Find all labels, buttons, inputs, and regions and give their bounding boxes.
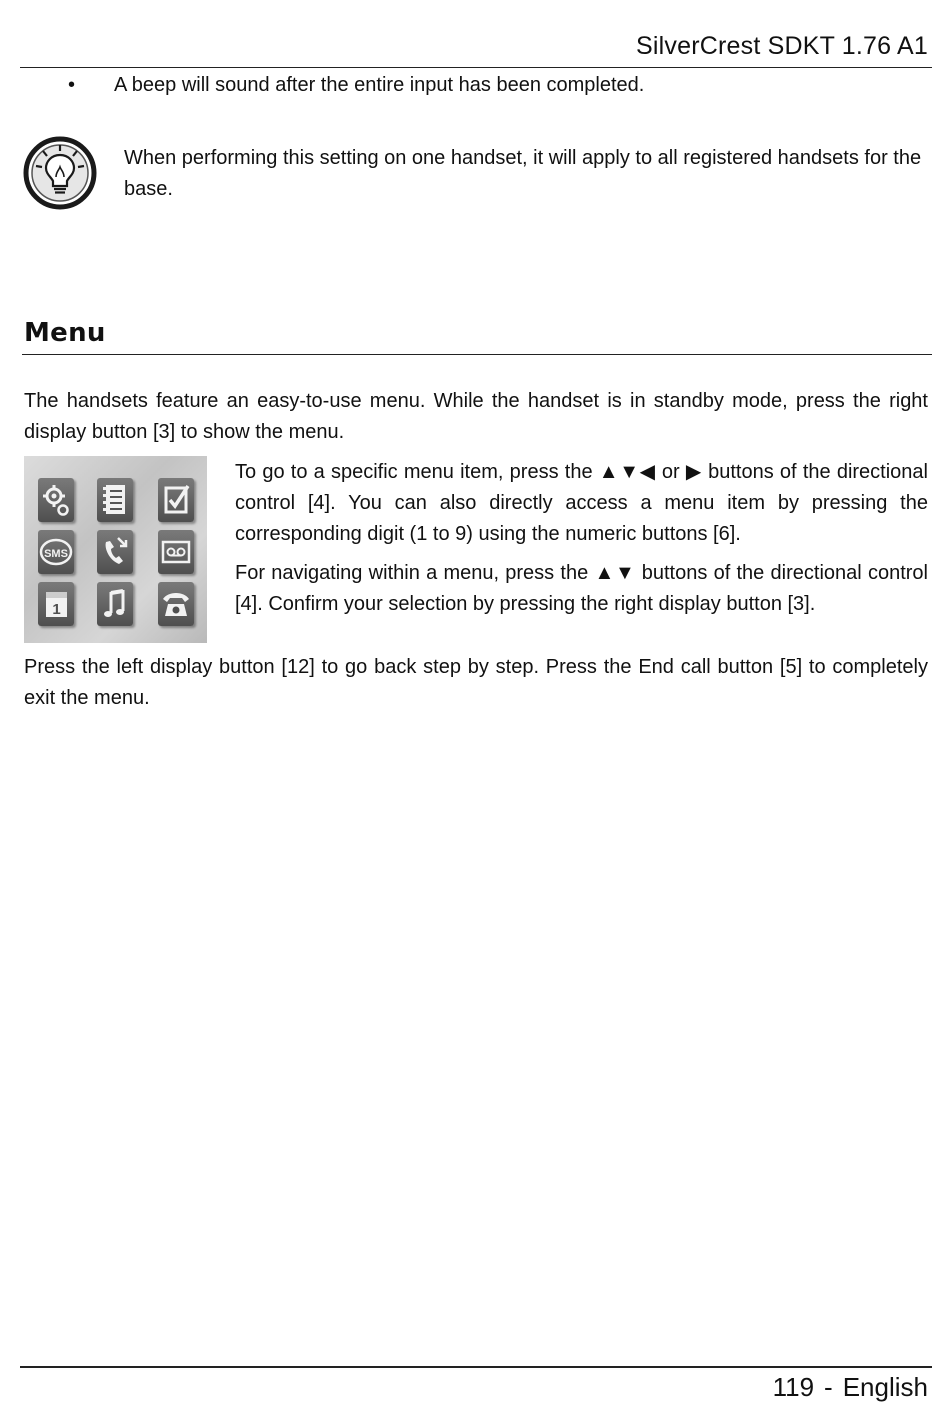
sms-icon bbox=[38, 530, 74, 574]
tip-text: When performing this setting on one handset, it will apply to all registered handsets for the base. bbox=[124, 147, 922, 200]
footer-divider bbox=[20, 1366, 932, 1368]
lightbulb-icon bbox=[23, 136, 97, 210]
document-header-title: SilverCrest SDKT 1.76 A1 bbox=[636, 32, 928, 60]
footer-language: English bbox=[842, 1372, 928, 1402]
music-icon bbox=[97, 582, 133, 626]
calendar-icon bbox=[38, 582, 74, 626]
menu-icons-image bbox=[24, 456, 207, 643]
section-heading-menu: Menu bbox=[24, 318, 106, 348]
call-list-icon bbox=[97, 530, 133, 574]
page-number: 119 bbox=[772, 1372, 815, 1402]
paragraph-navigate: To go to a specific menu item, press the ▲▼◀ or ▶ buttons of the directional control [4]. You can also directly access a menu item by pressing the corresponding digit (1 to 9) using the numeric buttons [6]. bbox=[235, 461, 928, 545]
phonebook-icon bbox=[97, 478, 133, 522]
paragraph-intro: The handsets feature an easy-to-use menu. While the handset is in standby mode, press the right display button [3] to show the menu. bbox=[24, 390, 928, 443]
calendar-digit: 1 bbox=[52, 601, 61, 618]
page-footer bbox=[773, 1372, 928, 1403]
telephone-icon bbox=[158, 582, 194, 626]
checklist-icon bbox=[158, 478, 194, 522]
paragraph-go-back: Press the left display button [12] to go back step by step. Press the End call button [5] to completely exit the menu. bbox=[24, 656, 928, 709]
sms-label: SMS bbox=[44, 548, 68, 560]
answering-machine-icon bbox=[158, 530, 194, 574]
settings-icon bbox=[38, 478, 74, 522]
paragraph-within-menu: For navigating within a menu, press the ▲▼ buttons of the directional control [4]. Confirm your selection by pressing the right display button [3]. bbox=[235, 562, 928, 615]
header-divider bbox=[20, 67, 932, 68]
bullet-text: A beep will sound after the entire input has been completed. bbox=[114, 74, 645, 96]
section-divider bbox=[22, 354, 932, 355]
footer-separator: - bbox=[824, 1372, 833, 1402]
bullet-marker: • bbox=[68, 74, 76, 96]
